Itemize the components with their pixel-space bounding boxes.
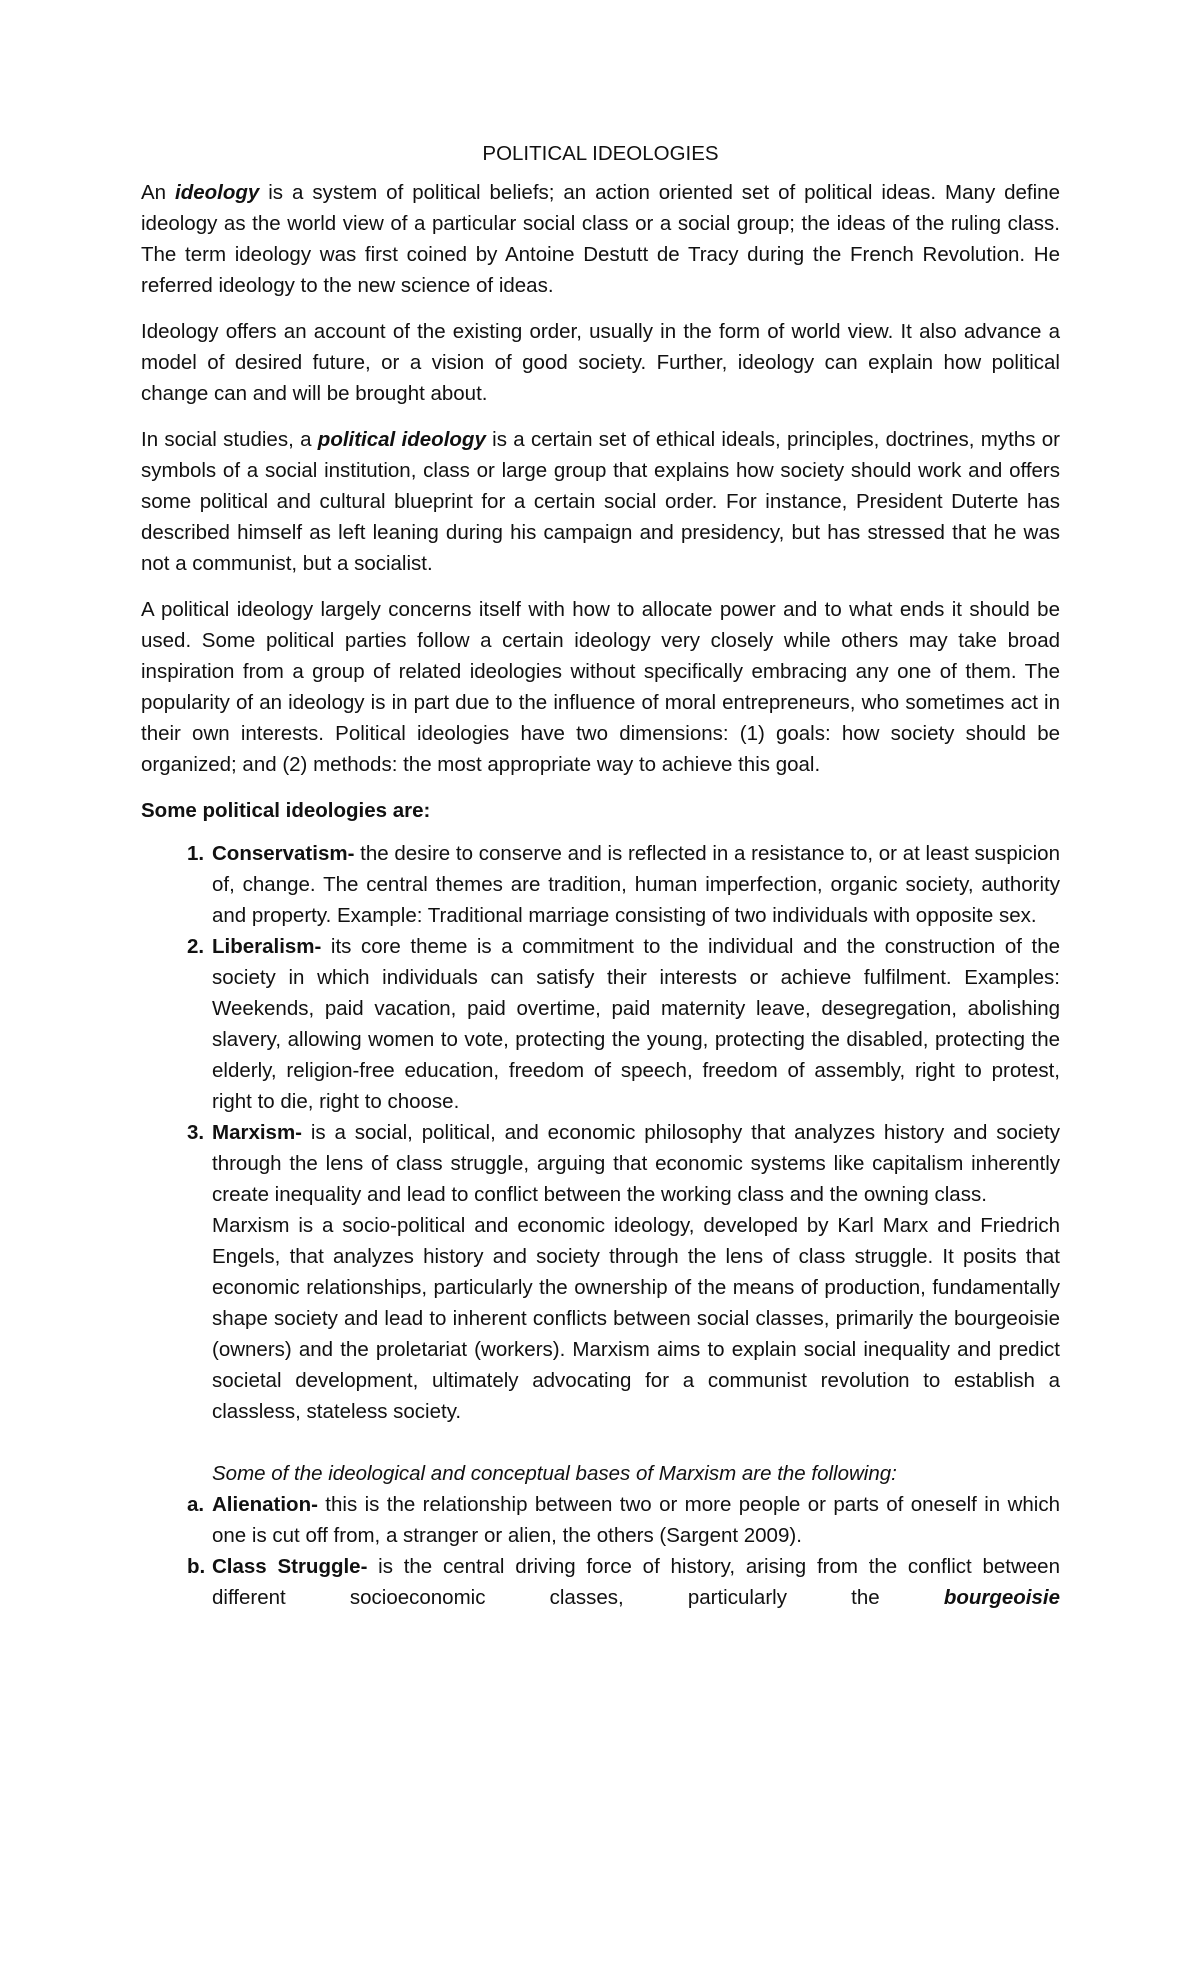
paragraph-power-allocation: A political ideology largely concerns itself with how to allocate power and to what ends it should be used. Some political parties follow a certain ideology very closely while others may take broad inspiration from a group of related ideologies without specifically embracing any one of them. The popularity of an ideology is in part due to the influence of moral entrepreneurs, who sometimes act in their own interests. Political ideologies have two dimensions: (1) goals: how society should be organized; and (2) methods: the most appropriate way to achieve this goal. [141, 598, 1060, 776]
document-page [141, 138, 1060, 1613]
marxism-bases-intro: Some of the ideological and conceptual bases of Marxism are the following: [212, 1462, 897, 1485]
page-title: POLITICAL IDEOLOGIES [482, 142, 719, 165]
paragraph-political-ideology [141, 424, 1060, 579]
definition: its core theme is a commitment to the individual and the construction of the society in which individuals can satisfy their interests or achieve fulfilment. Examples: Weekends, paid vacation, paid overtime, paid maternity leave, desegregation, abolishing slavery, allowing women to vote, protecting the young, protecting the disabled, protecting the elderly, religion-free education, freedom of speech, freedom of assembly, right to protest, right to die, right to choose. [212, 935, 1060, 1113]
text: is a social, political, and economic philosophy that analyzes history and society through the lens of class struggle, arguing that economic systems like capitalism inherently create inequality and lead to conflict between the working class and the owning class. [212, 1121, 1060, 1206]
term: Alienation- [212, 1493, 318, 1516]
term: Marxism- [212, 1121, 303, 1144]
text: In social studies, a [141, 428, 318, 451]
list-letter: a. [187, 1493, 205, 1516]
paragraph-ideology-definition [141, 177, 1060, 301]
term: Class Struggle- [212, 1555, 368, 1578]
list-number: 3. [187, 1121, 205, 1144]
term: Conservatism- [212, 842, 355, 865]
list-item-conservatism [141, 838, 1060, 931]
list-number: 1. [187, 842, 205, 865]
list-item-class-struggle [141, 1551, 1060, 1613]
list-number: 2. [187, 935, 205, 958]
list-item-alienation [141, 1489, 1060, 1551]
list-item-marxism [141, 1117, 1060, 1427]
emphasis-political-ideology: political ideology [317, 428, 486, 451]
term: Liberalism- [212, 935, 322, 958]
list-heading: Some political ideologies are: [141, 799, 431, 822]
ideologies-list [141, 838, 1060, 1427]
list-item-liberalism [141, 931, 1060, 1117]
emphasis-bourgeoisie: bourgeoisie [943, 1586, 1060, 1609]
definition [212, 1117, 1060, 1210]
definition-continued: Marxism is a socio-political and economic ideology, developed by Karl Marx and Friedrich Engels, that analyzes history and society through the lens of class struggle. It posits that economic relationships, particularly the ownership of the means of production, fundamentally shape society and lead to inherent conflicts between social classes, primarily the bourgeoisie (owners) and the proletariat (workers). Marxism aims to explain social inequality and predict societal development, ultimately advocating for a communist revolution to establish a classless, stateless society. [212, 1214, 1060, 1423]
definition: is the central driving force of history, arising from the conflict between different socioeconomic classes, particularly the [212, 1555, 1060, 1609]
definition: the desire to conserve and is reflected in a resistance to, or at least suspicion of, change. The central themes are tradition, human imperfection, organic society, authority and property. Example: Traditional marriage consisting of two individuals with opposite sex. [212, 842, 1060, 927]
emphasis-ideology: ideology [175, 181, 260, 204]
paragraph-ideology-account: Ideology offers an account of the existing order, usually in the form of world view. It also advance a model of desired future, or a vision of good society. Further, ideology can explain how political change can and will be brought about. [141, 320, 1060, 405]
marxism-bases-list [141, 1489, 1060, 1613]
list-letter: b. [187, 1555, 206, 1578]
definition: this is the relationship between two or more people or parts of oneself in which one is cut off from, a stranger or alien, the others (Sargent 2009). [212, 1493, 1060, 1547]
text: An [141, 181, 176, 204]
text: is a system of political beliefs; an action oriented set of political ideas. Many define ideology as the world view of a particular social class or a social group; the ideas of the ruling class. The term ideology was first coined by Antoine Destutt de Tracy during the French Revolution. He referred ideology to the new science of ideas. [141, 181, 1060, 297]
text: is a certain set of ethical ideals, principles, doctrines, myths or symbols of a social institution, class or large group that explains how society should work and offers some political and cultural blueprint for a certain social order. For instance, President Duterte has described himself as left leaning during his campaign and presidency, but has stressed that he was not a communist, but a socialist. [141, 428, 1060, 575]
